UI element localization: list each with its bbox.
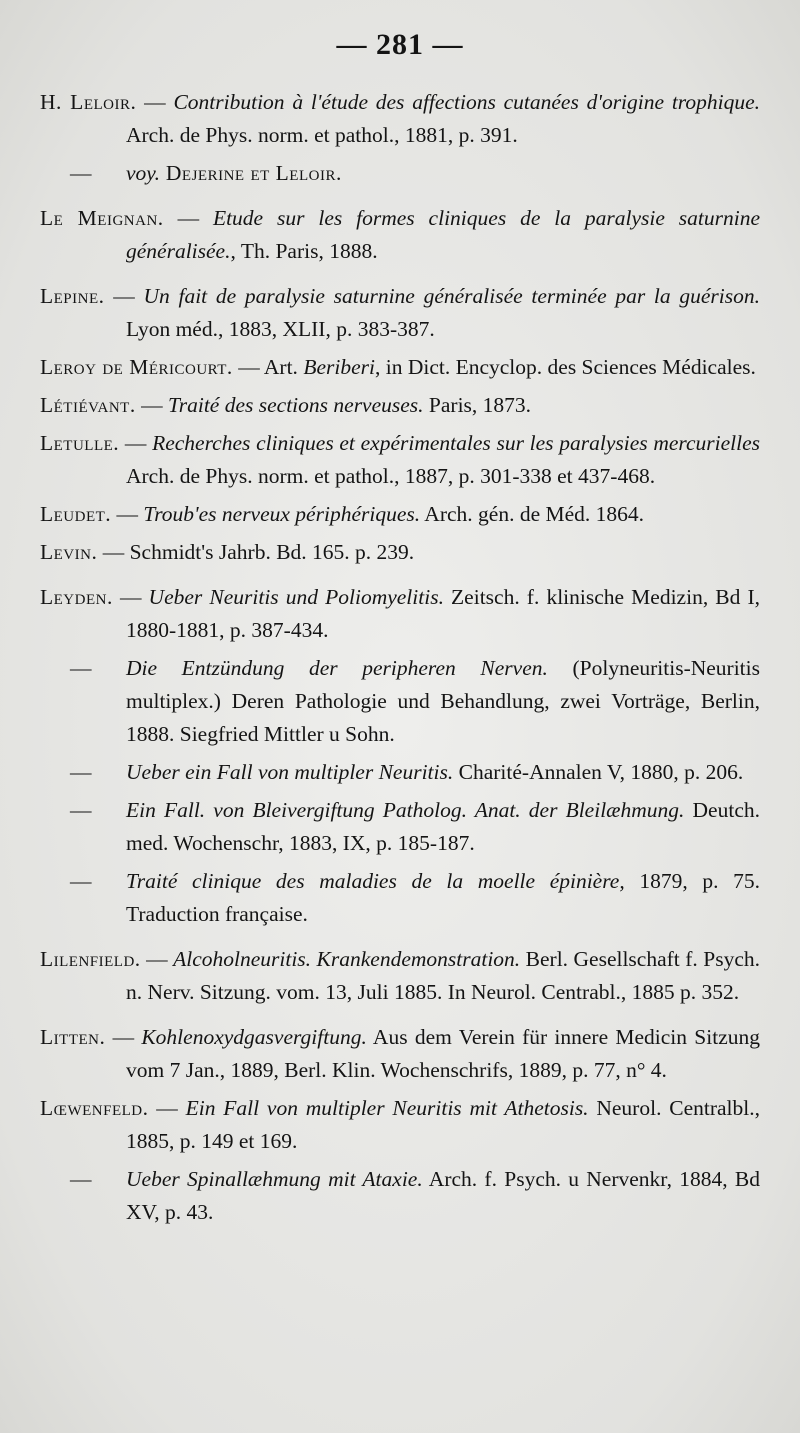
entry-title: Contribution à l'étude des affections cutanées d'origine trophique. — [173, 90, 761, 114]
entry-details: Arch. gén. de Méd. 1864. — [420, 502, 645, 526]
entry-details: Neurol. Centralbl., 1885, p. 149 et 169. — [126, 1096, 760, 1153]
bibliography-entry — [40, 389, 760, 422]
entry-title: Etude sur les formes cliniques de la paralysie saturnine généralisée. — [126, 206, 760, 263]
entry-author: Lœwenfeld. — [40, 1096, 149, 1120]
entry-details: Arch. de Phys. norm. et pathol., 1881, p. 391. — [126, 123, 518, 147]
bibliography-entry — [40, 581, 760, 647]
entry-author: Le Meignan. — [40, 206, 164, 230]
entry-dash: — — [70, 1167, 92, 1191]
entry-title: Recherches cliniques et expérimentales sur les paralysies mercurielles — [152, 431, 760, 455]
entry-dash: — — [70, 869, 92, 893]
entry-title: Traité clinique des maladies de la moelle épinière, — [126, 869, 625, 893]
entry-details: Aus dem Verein für innere Medicin Sitzung vom 7 Jan., 1889, Berl. Klin. Wochenschrifs, 1889, p. 77, n° 4. — [126, 1025, 760, 1082]
bibliography-entry — [40, 427, 760, 493]
bibliography-entry — [40, 1163, 760, 1229]
entry-separator: — — [112, 585, 149, 609]
entry-dash: — — [70, 161, 92, 185]
bibliography-entry — [40, 86, 760, 152]
entry-title: Kohlenoxydgasvergiftung. — [141, 1025, 367, 1049]
entry-details: Deutch. med. Wochenschr, 1883, IX, p. 185-187. — [126, 798, 760, 855]
entry-author: Létiévant. — [40, 393, 136, 417]
entry-title: Ein Fall von multipler Neuritis mit Athetosis. — [185, 1096, 589, 1120]
bibliography-entry — [40, 280, 760, 346]
entry-details: Berl. Gesellschaft f. Psych. n. Nerv. Sitzung. vom. 13, Juli 1885. In Neurol. Centrabl., 1885 p. 352. — [126, 947, 760, 1004]
bibliography-entry — [40, 1092, 760, 1158]
bibliography-entry — [40, 202, 760, 268]
entry-details: Dejerine et Leloir. — [160, 161, 342, 185]
entry-title: Alcoholneuritis. Krankendemonstration. — [173, 947, 521, 971]
entry-title: Ueber ein Fall von multipler Neuritis. — [126, 760, 454, 784]
entry-separator: — — [232, 355, 264, 379]
entry-details: Charité-Annalen V, 1880, p. 206. — [453, 760, 744, 784]
entry-details: Schmidt's Jahrb. Bd. 165. p. 239. — [129, 540, 415, 564]
entry-dash: — — [70, 656, 92, 680]
entry-separator: — — [111, 502, 144, 526]
entry-details: 1879, p. 75. Traduction française. — [126, 869, 760, 926]
entry-title: Beriberi — [303, 355, 375, 379]
entry-separator: — — [140, 947, 174, 971]
bibliography-entry — [40, 157, 760, 190]
bibliography-entry — [40, 536, 760, 569]
bibliography-entry — [40, 652, 760, 751]
entry-title: Ueber Neuritis und Poliomyelitis. — [148, 585, 444, 609]
entry-separator: — — [163, 206, 213, 230]
entry-title: Troub'es nerveux périphériques. — [143, 502, 421, 526]
entry-separator: — — [135, 393, 168, 417]
page-number: — 281 — — [336, 28, 464, 61]
entry-title: Un fait de paralysie saturnine généralisée terminée par la guérison. — [143, 284, 761, 308]
bibliography-entry — [40, 498, 760, 531]
bibliography-entry — [40, 865, 760, 931]
entry-author: Levin. — [40, 540, 98, 564]
entry-details-2: , in Dict. Encyclop. des Sciences Médicales. — [374, 355, 756, 379]
entry-separator: — — [105, 1025, 142, 1049]
entry-author: Litten. — [40, 1025, 106, 1049]
entry-details: , Th. Paris, 1888. — [230, 239, 378, 263]
bibliography-list — [40, 86, 760, 1229]
entry-author: Lepine. — [40, 284, 105, 308]
entry-title: voy. — [126, 161, 161, 185]
entry-title: Die Entzündung der peripheren Nerven. — [126, 656, 548, 680]
entry-author: Leudet. — [40, 502, 112, 526]
bibliography-entry — [40, 756, 760, 789]
entry-author: Leroy de Méricourt. — [40, 355, 233, 379]
entry-author: Lilenfield. — [40, 947, 141, 971]
entry-separator: — — [104, 284, 144, 308]
entry-title: Ueber Spinallæhmung mit Ataxie. — [126, 1167, 423, 1191]
entry-details: Arch. de Phys. norm. et pathol., 1887, p. 301-338 et 437-468. — [126, 464, 656, 488]
entry-author: Letulle. — [40, 431, 120, 455]
bibliography-entry — [40, 1021, 760, 1087]
entry-separator: — — [136, 90, 174, 114]
entry-author: H. Leloir. — [40, 90, 137, 114]
entry-title: Traité des sections nerveuses. — [167, 393, 424, 417]
entry-details: Lyon méd., 1883, XLII, p. 383-387. — [126, 317, 435, 341]
entry-details: (Polyneuritis-Neuritis multiplex.) Deren Pathologie und Behandlung, zwei Vorträge, Berlin, 1888. Siegfried Mittler u Sohn. — [126, 656, 760, 746]
entry-separator: — — [119, 431, 153, 455]
entry-details: Paris, 1873. — [423, 393, 532, 417]
entry-author: Leyden. — [40, 585, 113, 609]
entry-details: Art. — [263, 355, 304, 379]
entry-details: Arch. f. Psych. u Nervenkr, 1884, Bd XV, p. 43. — [126, 1167, 760, 1224]
entry-separator: — — [148, 1096, 186, 1120]
entry-dash: — — [70, 760, 92, 784]
bibliography-entry — [40, 794, 760, 860]
entry-details: Zeitsch. f. klinische Medizin, Bd I, 1880-1881, p. 387-434. — [126, 585, 761, 642]
entry-separator: — — [97, 540, 130, 564]
bibliography-entry — [40, 943, 760, 1009]
entry-dash: — — [70, 798, 92, 822]
bibliography-entry — [40, 351, 760, 384]
entry-title: Ein Fall. von Bleivergiftung Patholog. Anat. der Bleilæhmung. — [126, 798, 685, 822]
